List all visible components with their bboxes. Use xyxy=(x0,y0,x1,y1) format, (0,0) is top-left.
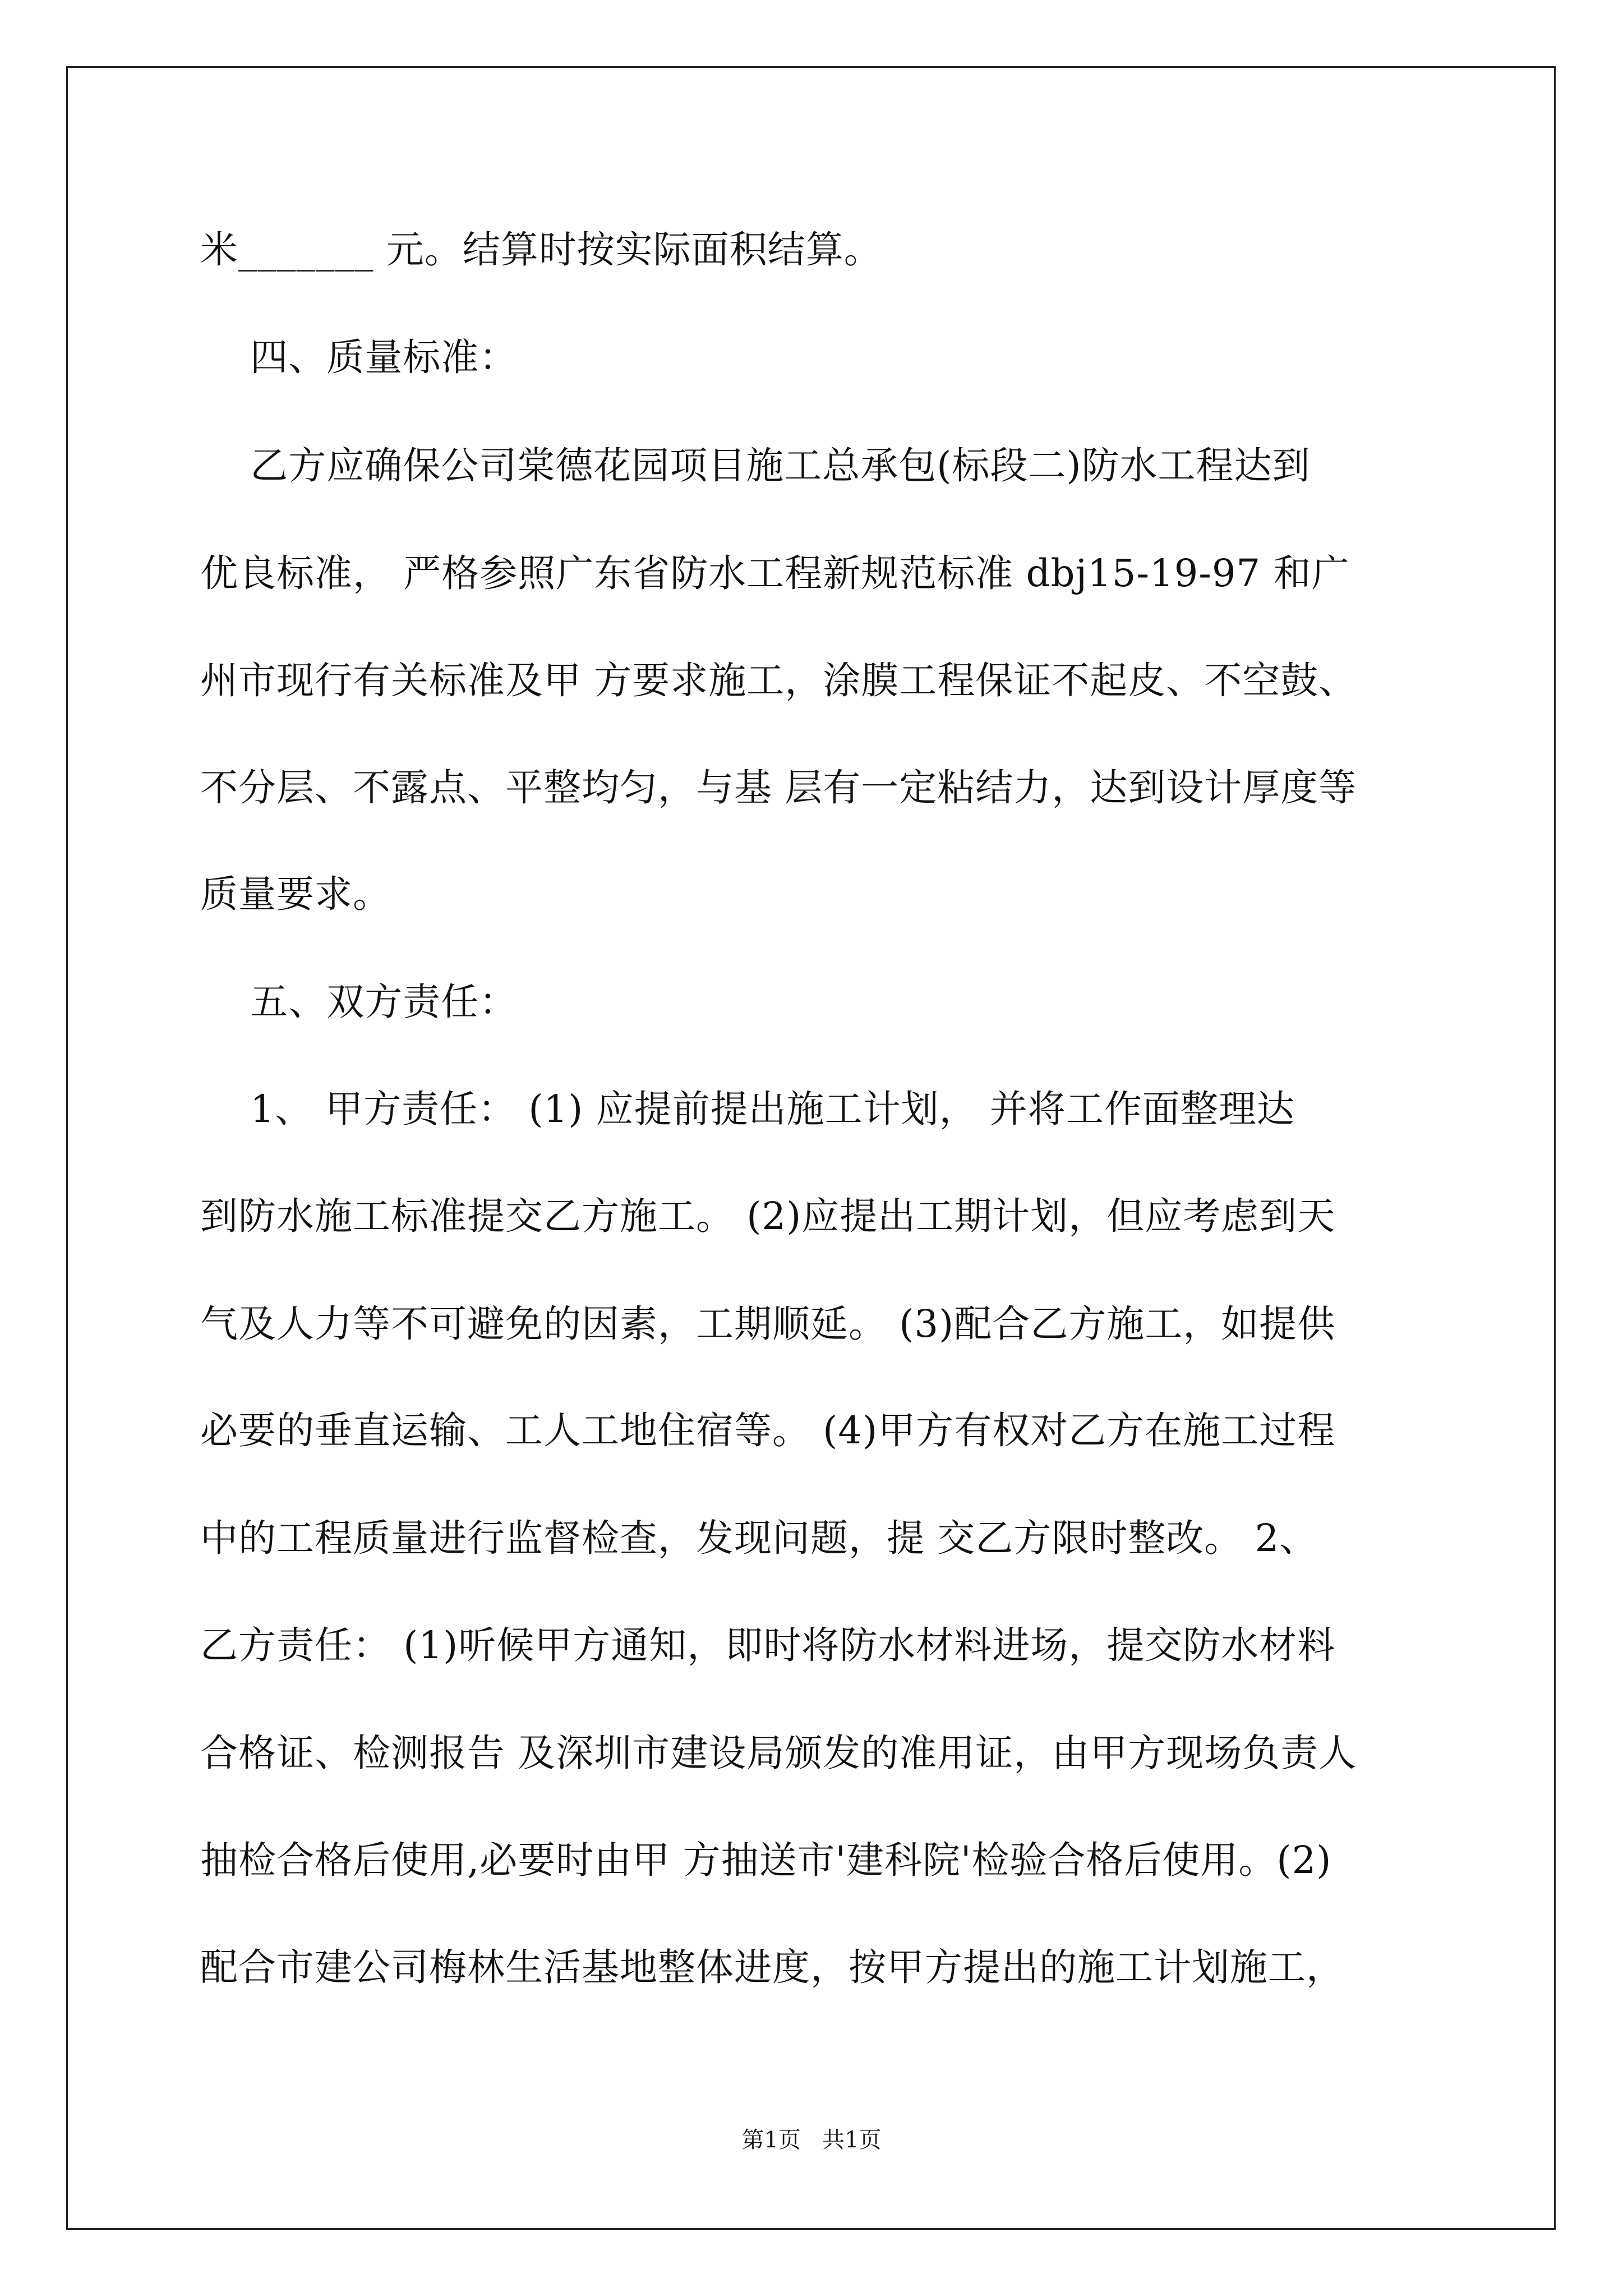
text-line: 合格证、检测报告 及深圳市建设局颁发的准用证，由甲方现场负责人 xyxy=(200,1731,1357,1775)
text-line: 中的工程质量进行监督检查，发现问题，提 交乙方限时整改。 2、 xyxy=(200,1516,1318,1560)
text-line: 1、 甲方责任： (1) 应提前提出施工计划， 并将工作面整理达 xyxy=(200,1087,1295,1131)
page-number-footer: 第1页 共1页 xyxy=(741,2127,882,2153)
text-line: 配合市建公司梅林生活基地整体进度，按甲方提出的施工计划施工， xyxy=(200,1945,1344,1989)
text-line: 米_______ 元。结算时按实际面积结算。 xyxy=(200,228,882,272)
text-line: 优良标准， 严格参照广东省防水工程新规范标准 dbj15-19-97 和广 xyxy=(200,551,1350,595)
page-border xyxy=(66,66,1556,2230)
text-line: 五、双方责任： xyxy=(200,980,518,1024)
text-line: 州市现行有关标准及甲 方要求施工，涂膜工程保证不起皮、不空鼓、 xyxy=(200,659,1357,702)
text-line: 必要的垂直运输、工人工地住宿等。 (4)甲方有权对乙方在施工过程 xyxy=(200,1409,1336,1452)
text-line: 抽检合格后使用,必要时由甲 方抽送市'建科院'检验合格后使用。(2) xyxy=(200,1838,1332,1882)
text-line: 不分层、不露点、平整均匀，与基 层有一定粘结力，达到设计厚度等 xyxy=(200,766,1357,809)
text-line: 乙方应确保公司棠德花园项目施工总承包(标段二)防水工程达到 xyxy=(200,444,1311,487)
text-line: 质量要求。 xyxy=(200,872,391,916)
text-line: 到防水施工标准提交乙方施工。 (2)应提出工期计划，但应考虑到天 xyxy=(200,1194,1336,1238)
text-line: 气及人力等不可避免的因素，工期顺延。 (3)配合乙方施工，如提供 xyxy=(200,1302,1336,1346)
text-line: 四、质量标准： xyxy=(200,335,518,379)
text-line: 乙方责任： (1)听候甲方通知，即时将防水材料进场，提交防水材料 xyxy=(200,1623,1336,1667)
